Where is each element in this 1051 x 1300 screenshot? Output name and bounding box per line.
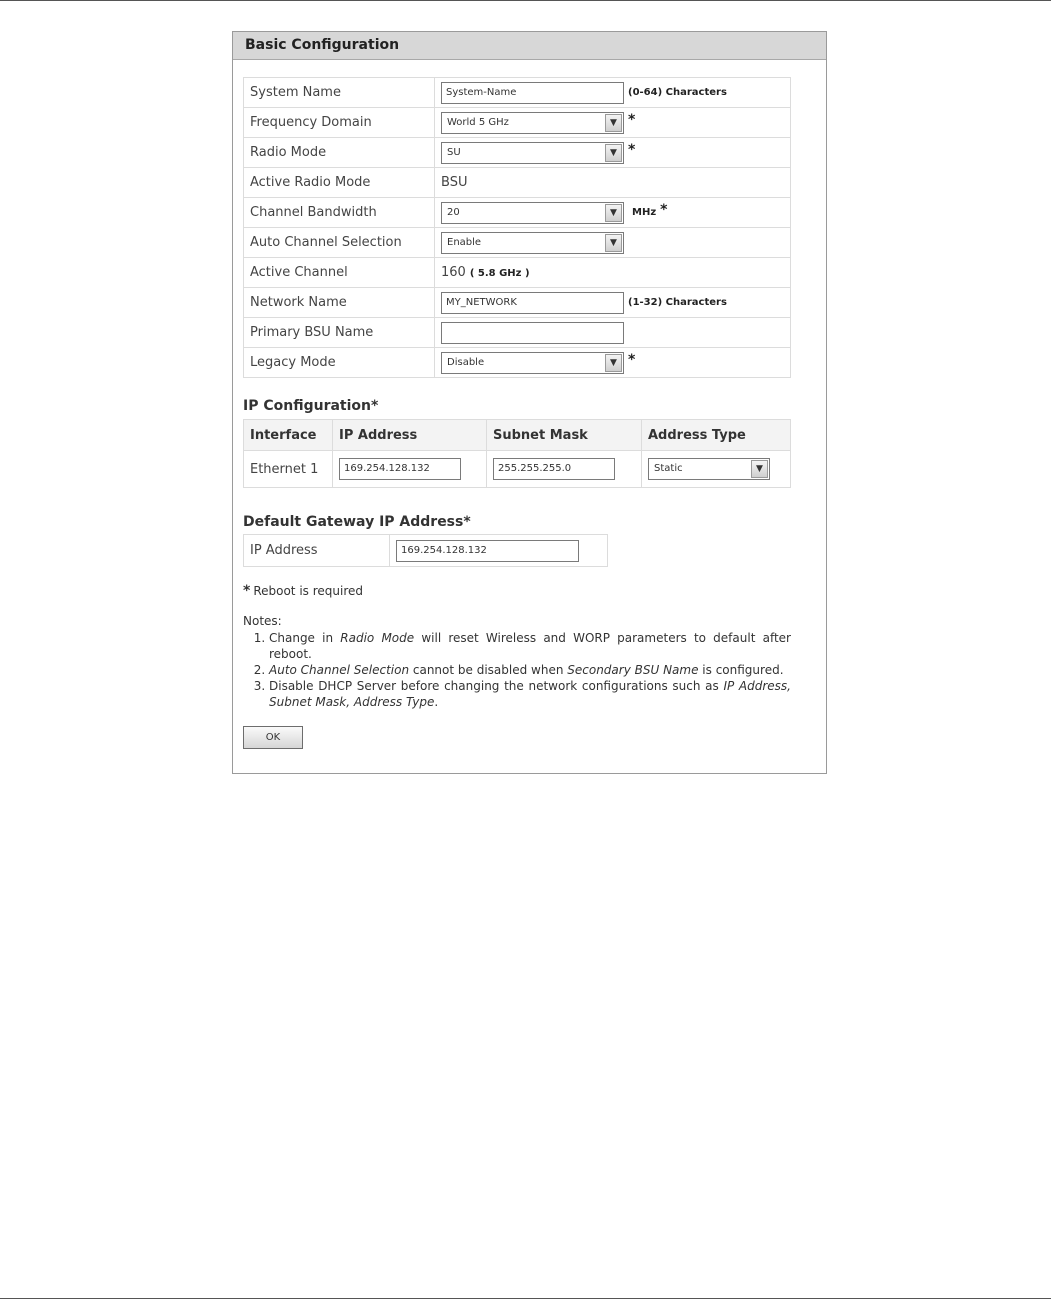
note-item: 2. Auto Channel Selection cannot be disabled when Secondary BSU Name is configured. bbox=[269, 662, 791, 678]
reboot-text: Reboot is required bbox=[253, 584, 364, 598]
reboot-note bbox=[243, 583, 363, 599]
network-name-label: Network Name bbox=[244, 288, 435, 318]
frequency-domain-select[interactable] bbox=[441, 112, 624, 134]
radio-mode-required: * bbox=[628, 141, 636, 158]
active-channel-value: 160 bbox=[441, 265, 466, 280]
channel-bandwidth-select[interactable] bbox=[441, 202, 624, 224]
channel-bandwidth-label: Channel Bandwidth bbox=[244, 198, 435, 228]
active-radio-mode-label: Active Radio Mode bbox=[244, 168, 435, 198]
note-item: 1. Change in Radio Mode will reset Wireless and WORP parameters to default after reboot. bbox=[269, 630, 791, 662]
address-type-header: Address Type bbox=[642, 420, 791, 451]
chevron-down-icon[interactable]: ▼ bbox=[605, 234, 622, 252]
primary-bsu-input[interactable] bbox=[441, 322, 624, 344]
interface-header: Interface bbox=[244, 420, 333, 451]
active-channel-label: Active Channel bbox=[244, 258, 435, 288]
frequency-domain-value: World 5 GHz bbox=[447, 116, 509, 128]
radio-mode-row bbox=[244, 138, 791, 168]
chevron-down-icon[interactable]: ▼ bbox=[605, 204, 622, 222]
network-name-input[interactable]: MY_NETWORK bbox=[441, 292, 624, 314]
chevron-down-icon[interactable]: ▼ bbox=[605, 144, 622, 162]
legacy-mode-required: * bbox=[628, 351, 636, 368]
auto-channel-label: Auto Channel Selection bbox=[244, 228, 435, 258]
auto-channel-value: Enable bbox=[447, 236, 482, 248]
basic-configuration-panel bbox=[232, 31, 827, 774]
system-name-input[interactable]: System-Name bbox=[441, 82, 624, 104]
active-channel-frequency: ( 5.8 GHz ) bbox=[469, 268, 530, 279]
legacy-mode-value: Disable bbox=[447, 356, 485, 368]
ethernet-row bbox=[244, 451, 791, 488]
interface-cell: Ethernet 1 bbox=[244, 451, 333, 488]
active-radio-mode-row bbox=[244, 168, 791, 198]
channel-bandwidth-required: * bbox=[660, 201, 668, 218]
system-name-label: System Name bbox=[244, 78, 435, 108]
legacy-mode-row bbox=[244, 348, 791, 378]
legacy-mode-label: Legacy Mode bbox=[244, 348, 435, 378]
basic-config-table bbox=[243, 77, 791, 378]
legacy-mode-select[interactable] bbox=[441, 352, 624, 374]
primary-bsu-row bbox=[244, 318, 791, 348]
ip-configuration-title: IP Configuration* bbox=[243, 398, 379, 414]
primary-bsu-label: Primary BSU Name bbox=[244, 318, 435, 348]
default-gateway-table bbox=[243, 534, 608, 567]
ip-address-header: IP Address bbox=[333, 420, 487, 451]
radio-mode-select[interactable] bbox=[441, 142, 624, 164]
channel-bandwidth-row bbox=[244, 198, 791, 228]
frequency-domain-label: Frequency Domain bbox=[244, 108, 435, 138]
chevron-down-icon[interactable]: ▼ bbox=[605, 114, 622, 132]
reboot-star: * bbox=[243, 583, 251, 599]
ok-button[interactable]: OK bbox=[243, 726, 303, 749]
network-name-hint: (1-32) Characters bbox=[628, 297, 727, 308]
auto-channel-row bbox=[244, 228, 791, 258]
auto-channel-select[interactable] bbox=[441, 232, 624, 254]
gateway-row bbox=[244, 535, 608, 567]
active-channel-row bbox=[244, 258, 791, 288]
channel-bandwidth-unit: MHz bbox=[632, 207, 657, 218]
chevron-down-icon[interactable]: ▼ bbox=[605, 354, 622, 372]
subnet-mask-header: Subnet Mask bbox=[487, 420, 642, 451]
radio-mode-label: Radio Mode bbox=[244, 138, 435, 168]
note-item: 3. Disable DHCP Server before changing the network configurations such as IP Address, Subnet Mask, Address Type. bbox=[269, 678, 791, 710]
chevron-down-icon[interactable]: ▼ bbox=[751, 460, 768, 478]
ip-address-input[interactable]: 169.254.128.132 bbox=[339, 458, 461, 480]
panel-title: Basic Configuration bbox=[233, 32, 826, 60]
active-radio-mode-value: BSU bbox=[441, 175, 468, 190]
network-name-row bbox=[244, 288, 791, 318]
address-type-select[interactable] bbox=[648, 458, 770, 480]
ip-header-row bbox=[244, 420, 791, 451]
subnet-mask-input[interactable]: 255.255.255.0 bbox=[493, 458, 615, 480]
default-gateway-title: Default Gateway IP Address* bbox=[243, 514, 471, 530]
gateway-ip-input[interactable]: 169.254.128.132 bbox=[396, 540, 579, 562]
bottom-rule bbox=[0, 1298, 1051, 1299]
notes-label: Notes: bbox=[243, 614, 282, 628]
system-name-row bbox=[244, 78, 791, 108]
radio-mode-value: SU bbox=[447, 146, 461, 158]
notes-list bbox=[243, 630, 791, 710]
ip-configuration-table bbox=[243, 419, 791, 488]
frequency-domain-required: * bbox=[628, 111, 636, 128]
channel-bandwidth-value: 20 bbox=[447, 206, 460, 218]
gateway-ip-label: IP Address bbox=[244, 535, 390, 567]
frequency-domain-row bbox=[244, 108, 791, 138]
system-name-hint: (0-64) Characters bbox=[628, 87, 727, 98]
address-type-value: Static bbox=[654, 463, 683, 474]
top-rule bbox=[0, 0, 1051, 1]
